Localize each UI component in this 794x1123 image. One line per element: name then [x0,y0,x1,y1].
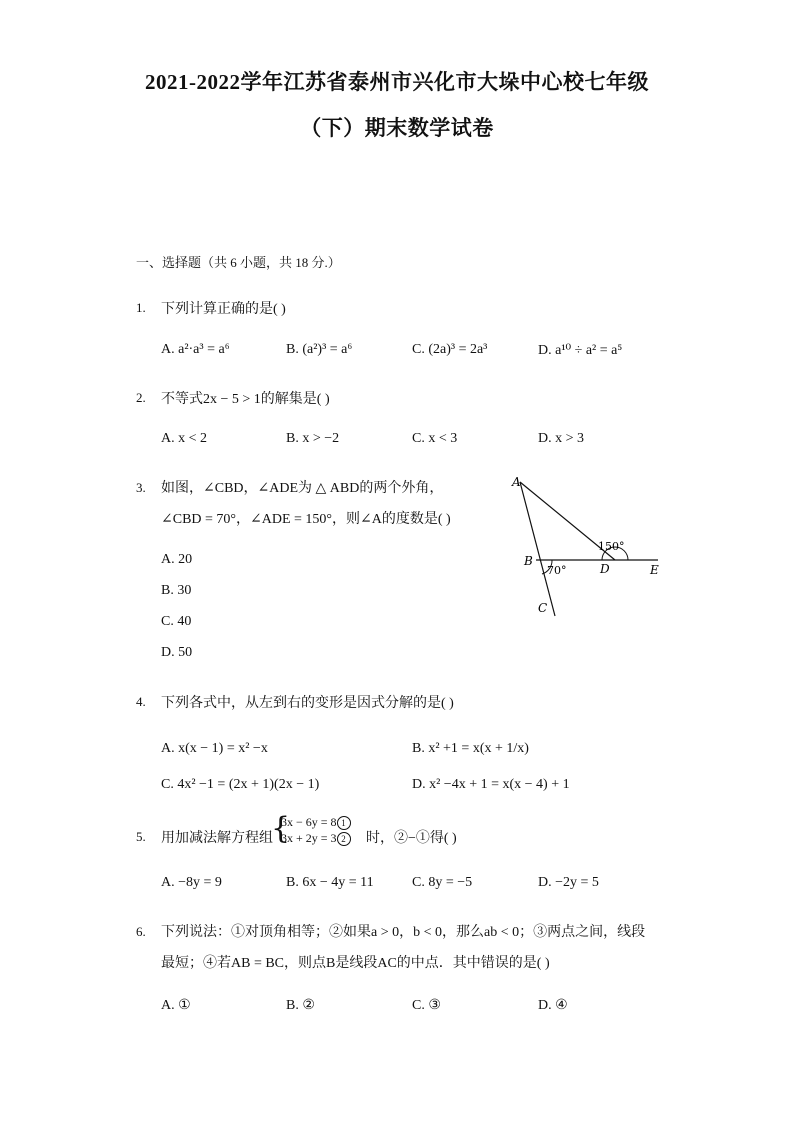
question-number: 5. [136,829,146,844]
label-b: B [524,554,533,568]
question-text-line2: ∠CBD = 70°，∠ADE = 150°，则∠A的度数是( ) [161,512,451,527]
section-heading: 一、选择题（共 6 小题，共 18 分.） [136,255,341,270]
option-b: B. x² +1 = x(x + 1/x) [412,741,529,756]
option-a: A. a²·a³ = a⁶ [161,342,230,357]
line-ac [520,482,555,616]
label-c: C [538,601,548,615]
equation-2-tag: 2 [337,832,351,846]
option-a: A. 20 [161,552,193,567]
question-text-post: 时，②−①得( ) [366,831,457,846]
option-d: D. 50 [161,645,193,660]
equation-1 [281,815,351,830]
option-b: B. 6x − 4y = 11 [286,875,374,890]
question-text-line1: 如图，∠CBD，∠ADE为 △ ABD的两个外角， [161,481,444,496]
option-d: D. −2y = 5 [538,875,599,890]
label-d: D [600,562,610,576]
option-d: D. x² −4x + 1 = x(x − 4) + 1 [412,777,570,792]
equation-1-text: 3x − 6y = 8 [281,815,337,829]
question-number: 6. [136,924,146,939]
option-d: D. a¹⁰ ÷ a² = a⁵ [538,343,623,358]
angle-label-150: 150° [598,540,625,553]
label-e: E [650,563,659,577]
question-text-line1: 下列说法：①对顶角相等；②如果a > 0，b < 0，那么ab < 0；③两点之间，线段 [161,925,646,940]
question-text: 下列各式中，从左到右的变形是因式分解的是( ) [161,696,454,711]
label-a: A [512,475,521,489]
question-text: 下列计算正确的是( ) [161,302,286,317]
question-text: 不等式2x − 5 > 1的解集是( ) [161,392,330,407]
option-b: B. 30 [161,583,192,598]
option-d: D. x > 3 [538,431,585,446]
option-a: A. ① [161,998,191,1013]
question-number: 4. [136,694,146,709]
equation-2-text: 3x + 2y = 3 [281,831,337,845]
option-c: C. (2a)³ = 2a³ [412,342,488,357]
question-number: 1. [136,300,146,315]
option-c: C. 40 [161,614,192,629]
question-text-line2: 最短；④若AB = BC，则点B是线段AC的中点．其中错误的是( ) [161,956,550,971]
option-b: B. x > −2 [286,431,340,446]
option-b: B. (a²)³ = a⁶ [286,342,353,357]
option-c: C. 4x² −1 = (2x + 1)(2x − 1) [161,777,320,792]
triangle-figure [500,470,680,630]
option-d: D. ④ [538,998,568,1013]
option-c: C. ③ [412,998,441,1013]
option-a: A. x < 2 [161,431,208,446]
option-a: A. x(x − 1) = x² −x [161,741,268,756]
option-c: C. x < 3 [412,431,458,446]
option-a: A. −8y = 9 [161,875,222,890]
equation-2 [281,831,351,846]
page-title-line2: （下）期末数学试卷 [300,116,494,140]
equation-1-tag: 1 [337,816,351,830]
option-b: B. ② [286,998,315,1013]
option-c: C. 8y = −5 [412,875,473,890]
page-title-line1: 2021-2022学年江苏省泰州市兴化市大垛中心校七年级 [145,70,649,94]
question-text-pre: 用加减法解方程组 [161,831,273,846]
question-number: 3. [136,480,146,495]
angle-label-70: 70° [547,564,567,577]
question-number: 2. [136,390,146,405]
equation-brace: { [271,811,291,846]
